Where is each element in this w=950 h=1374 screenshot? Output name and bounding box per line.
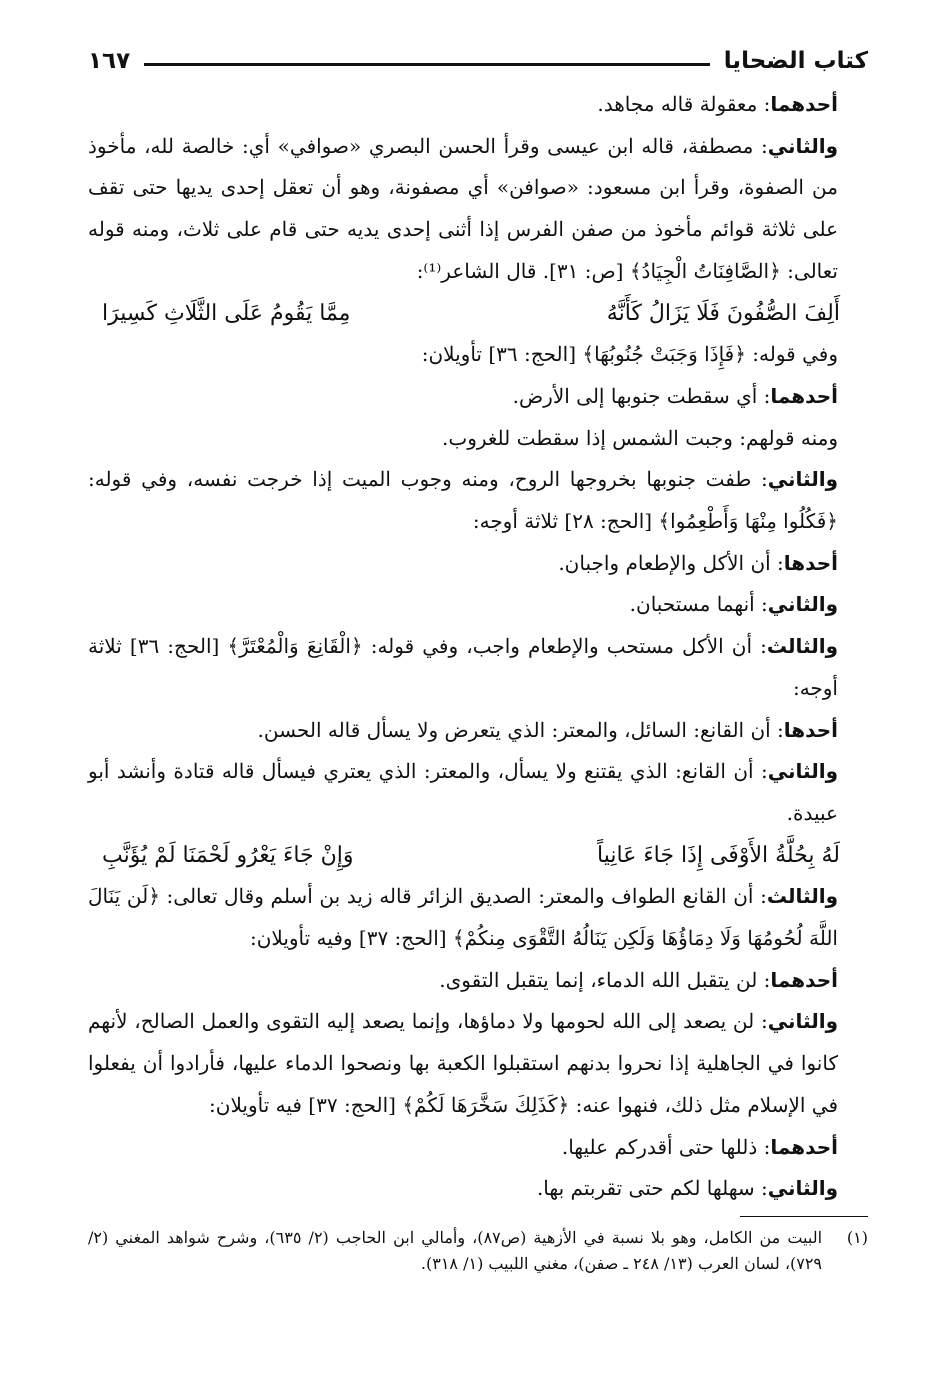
main-text <box>88 84 868 1210</box>
paragraph-lead-word: والثاني <box>767 592 838 617</box>
paragraph-text: ومنه قولهم: وجبت الشمس إذا سقطت للغروب. <box>442 425 838 450</box>
paragraph-lead-word: والثاني <box>767 759 838 784</box>
paragraph <box>88 710 868 752</box>
verse-2-first-hemistich: لَهُ بِحُلَّةُ الأَوْفَى إِذَا جَاءَ عَانِياً <box>597 842 840 868</box>
footnote-rule <box>740 1216 868 1217</box>
paragraph <box>88 543 868 585</box>
paragraph-text: : أي سقطت جنوبها إلى الأرض. <box>512 383 771 408</box>
paragraph <box>88 84 868 126</box>
verse-1-first-hemistich: أَلِفَ الصُّفُونَ فَلَا يَزَالُ كَأَنَّهُ <box>606 300 840 326</box>
paragraph-lead-word: أحدهما <box>770 383 838 408</box>
verse-line-2 <box>88 835 868 877</box>
verse-1-second-hemistich: مِمَّا يَقُومُ عَلَى الثَّلَاثِ كَسِيرَا <box>102 300 351 326</box>
footnote-text: البيت من الكامل، وهو بلا نسبة في الأزهية (ص٨٧)، وأمالي ابن الحاجب (٢/ ٦٣٥)، وشرح شواهد المغني (٢/ ٧٢٩)، لسان العرب (١٣/ ٢٤٨ ـ صفن)، مغني اللبيب (١/ ٣١٨). <box>88 1227 823 1273</box>
verse-line-1 <box>88 293 868 335</box>
paragraph-group-1 <box>88 84 868 293</box>
paragraph-group-2 <box>88 334 868 834</box>
paragraph <box>88 459 868 542</box>
paragraph-text: : لن يتقبل الله الدماء، إنما يتقبل التقوى. <box>439 967 771 992</box>
paragraph-text: : أن القانع: الذي يقتنع ولا يسأل، والمعتر: الذي يعتري فيسأل قاله قتادة وأنشد أبو عبيدة. <box>88 759 838 825</box>
paragraph-lead-word: أحدهما <box>770 92 838 116</box>
paragraph-text: : أن القانع الطواف والمعتر: الصديق الزائر قاله زيد بن أسلم وقال تعالى: ﴿لَن يَنَالَ اللَّهَ لُحُومُهَا وَلَا دِمَاؤُهَا وَلَكِن يَنَالُهُ التَّقْوَى مِنكُمْ﴾ [الحج: ٣٧] وفيه تأويلان: <box>88 884 838 951</box>
paragraph <box>88 876 868 959</box>
paragraph-group-3 <box>88 876 868 1210</box>
paragraph <box>88 751 868 834</box>
paragraph <box>88 126 868 293</box>
paragraph-lead-word: والثاني <box>767 133 838 158</box>
paragraph-text: : أن القانع: السائل، والمعتر: الذي يتعرض ولا يسأل قاله الحسن. <box>257 717 784 742</box>
paragraph-lead-word: والثاني <box>767 1009 838 1034</box>
paragraph-lead-word: والثاني <box>767 1176 838 1201</box>
paragraph-lead-word: أحدهما <box>770 967 838 992</box>
paragraph-lead-word: والثاني <box>767 467 838 492</box>
footnote-number: (١) <box>846 1227 868 1247</box>
paragraph <box>88 626 868 709</box>
paragraph-lead-word: أحدها <box>783 717 838 742</box>
paragraph-text: : ذللها حتى أقدركم عليها. <box>561 1134 771 1159</box>
paragraph-text: : مصطفة، قاله ابن عيسى وقرأ الحسن البصري «صوافي» أي: خالصة لله، مأخوذ من الصفوة، وقرأ ابن مسعود: «صوافن» أي مصفونة، وهو أن تعقل إحدى يديها حتى تقف على ثلاثة قوائم مأخوذ من صفن الفرس إذا أثنى إحدى يديه حتى قام على ثلاث، ومنه قوله تعالى: ﴿الصَّافِنَاتُ الْجِيَادُ﴾ [ص: ٣١]. قال الشاعر⁽¹⁾: <box>88 133 838 283</box>
running-header <box>88 34 868 74</box>
paragraph <box>88 584 868 626</box>
paragraph-lead-word: أحدهما <box>770 1134 838 1159</box>
paragraph-text: : أن الأكل والإطعام واجبان. <box>558 550 784 575</box>
footnote <box>88 1225 868 1277</box>
paragraph-text: : طفت جنوبها بخروجها الروح، ومنه وجوب الميت إذا خرجت نفسه، وفي قوله: ﴿فَكُلُوا مِنْهَا وَأَطْعِمُوا﴾ [الحج: ٢٨] ثلاثة أوجه: <box>88 467 838 534</box>
paragraph-lead-word: أحدها <box>783 550 838 575</box>
paragraph-text: : معقولة قاله مجاهد. <box>597 92 771 116</box>
paragraph <box>88 960 868 1002</box>
paragraph <box>88 418 868 460</box>
paragraph-text: : سهلها لكم حتى تقربتم بها. <box>536 1176 768 1201</box>
verse-2-second-hemistich: وَإِنْ جَاءَ يَعْرُو لَحْمَنَا لَمْ يُؤَنَّبِ <box>102 842 354 868</box>
paragraph-text: : أنهما مستحبان. <box>629 592 768 617</box>
paragraph-lead-word: والثالث <box>766 884 838 909</box>
paragraph-text: : أن الأكل مستحب والإطعام واجب، وفي قوله: ﴿الْقَانِعَ وَالْمُعْتَرَّ﴾ [الحج: ٣٦] ثلاثة أوجه: <box>88 634 838 700</box>
paragraph-lead-word: والثالث <box>766 634 839 659</box>
paragraph <box>88 1168 868 1210</box>
page-number: ١٦٧ <box>88 48 131 74</box>
header-rule <box>144 63 710 66</box>
book-title: كتاب الضحايا <box>723 48 868 74</box>
paragraph <box>88 1001 868 1126</box>
paragraph <box>88 334 868 376</box>
paragraph-text: : لن يصعد إلى الله لحومها ولا دماؤها، وإنما يصعد إليه التقوى والعمل الصالح، لأنهم كانوا في الجاهلية إذا نحروا بدنهم استقبلوا الكعبة بها ونصحوا الدماء عليها، فأرادوا أن يفعلوا في الإسلام مثل ذلك، فنهوا عنه: ﴿كَذَلِكَ سَخَّرَهَا لَكُمْ﴾ [الحج: ٣٧] فيه تأويلان: <box>88 1009 838 1117</box>
paragraph <box>88 376 868 418</box>
paragraph-text: وفي قوله: ﴿فَإِذَا وَجَبَتْ جُنُوبُهَا﴾ [الحج: ٣٦] تأويلان: <box>421 342 838 367</box>
paragraph <box>88 1127 868 1169</box>
